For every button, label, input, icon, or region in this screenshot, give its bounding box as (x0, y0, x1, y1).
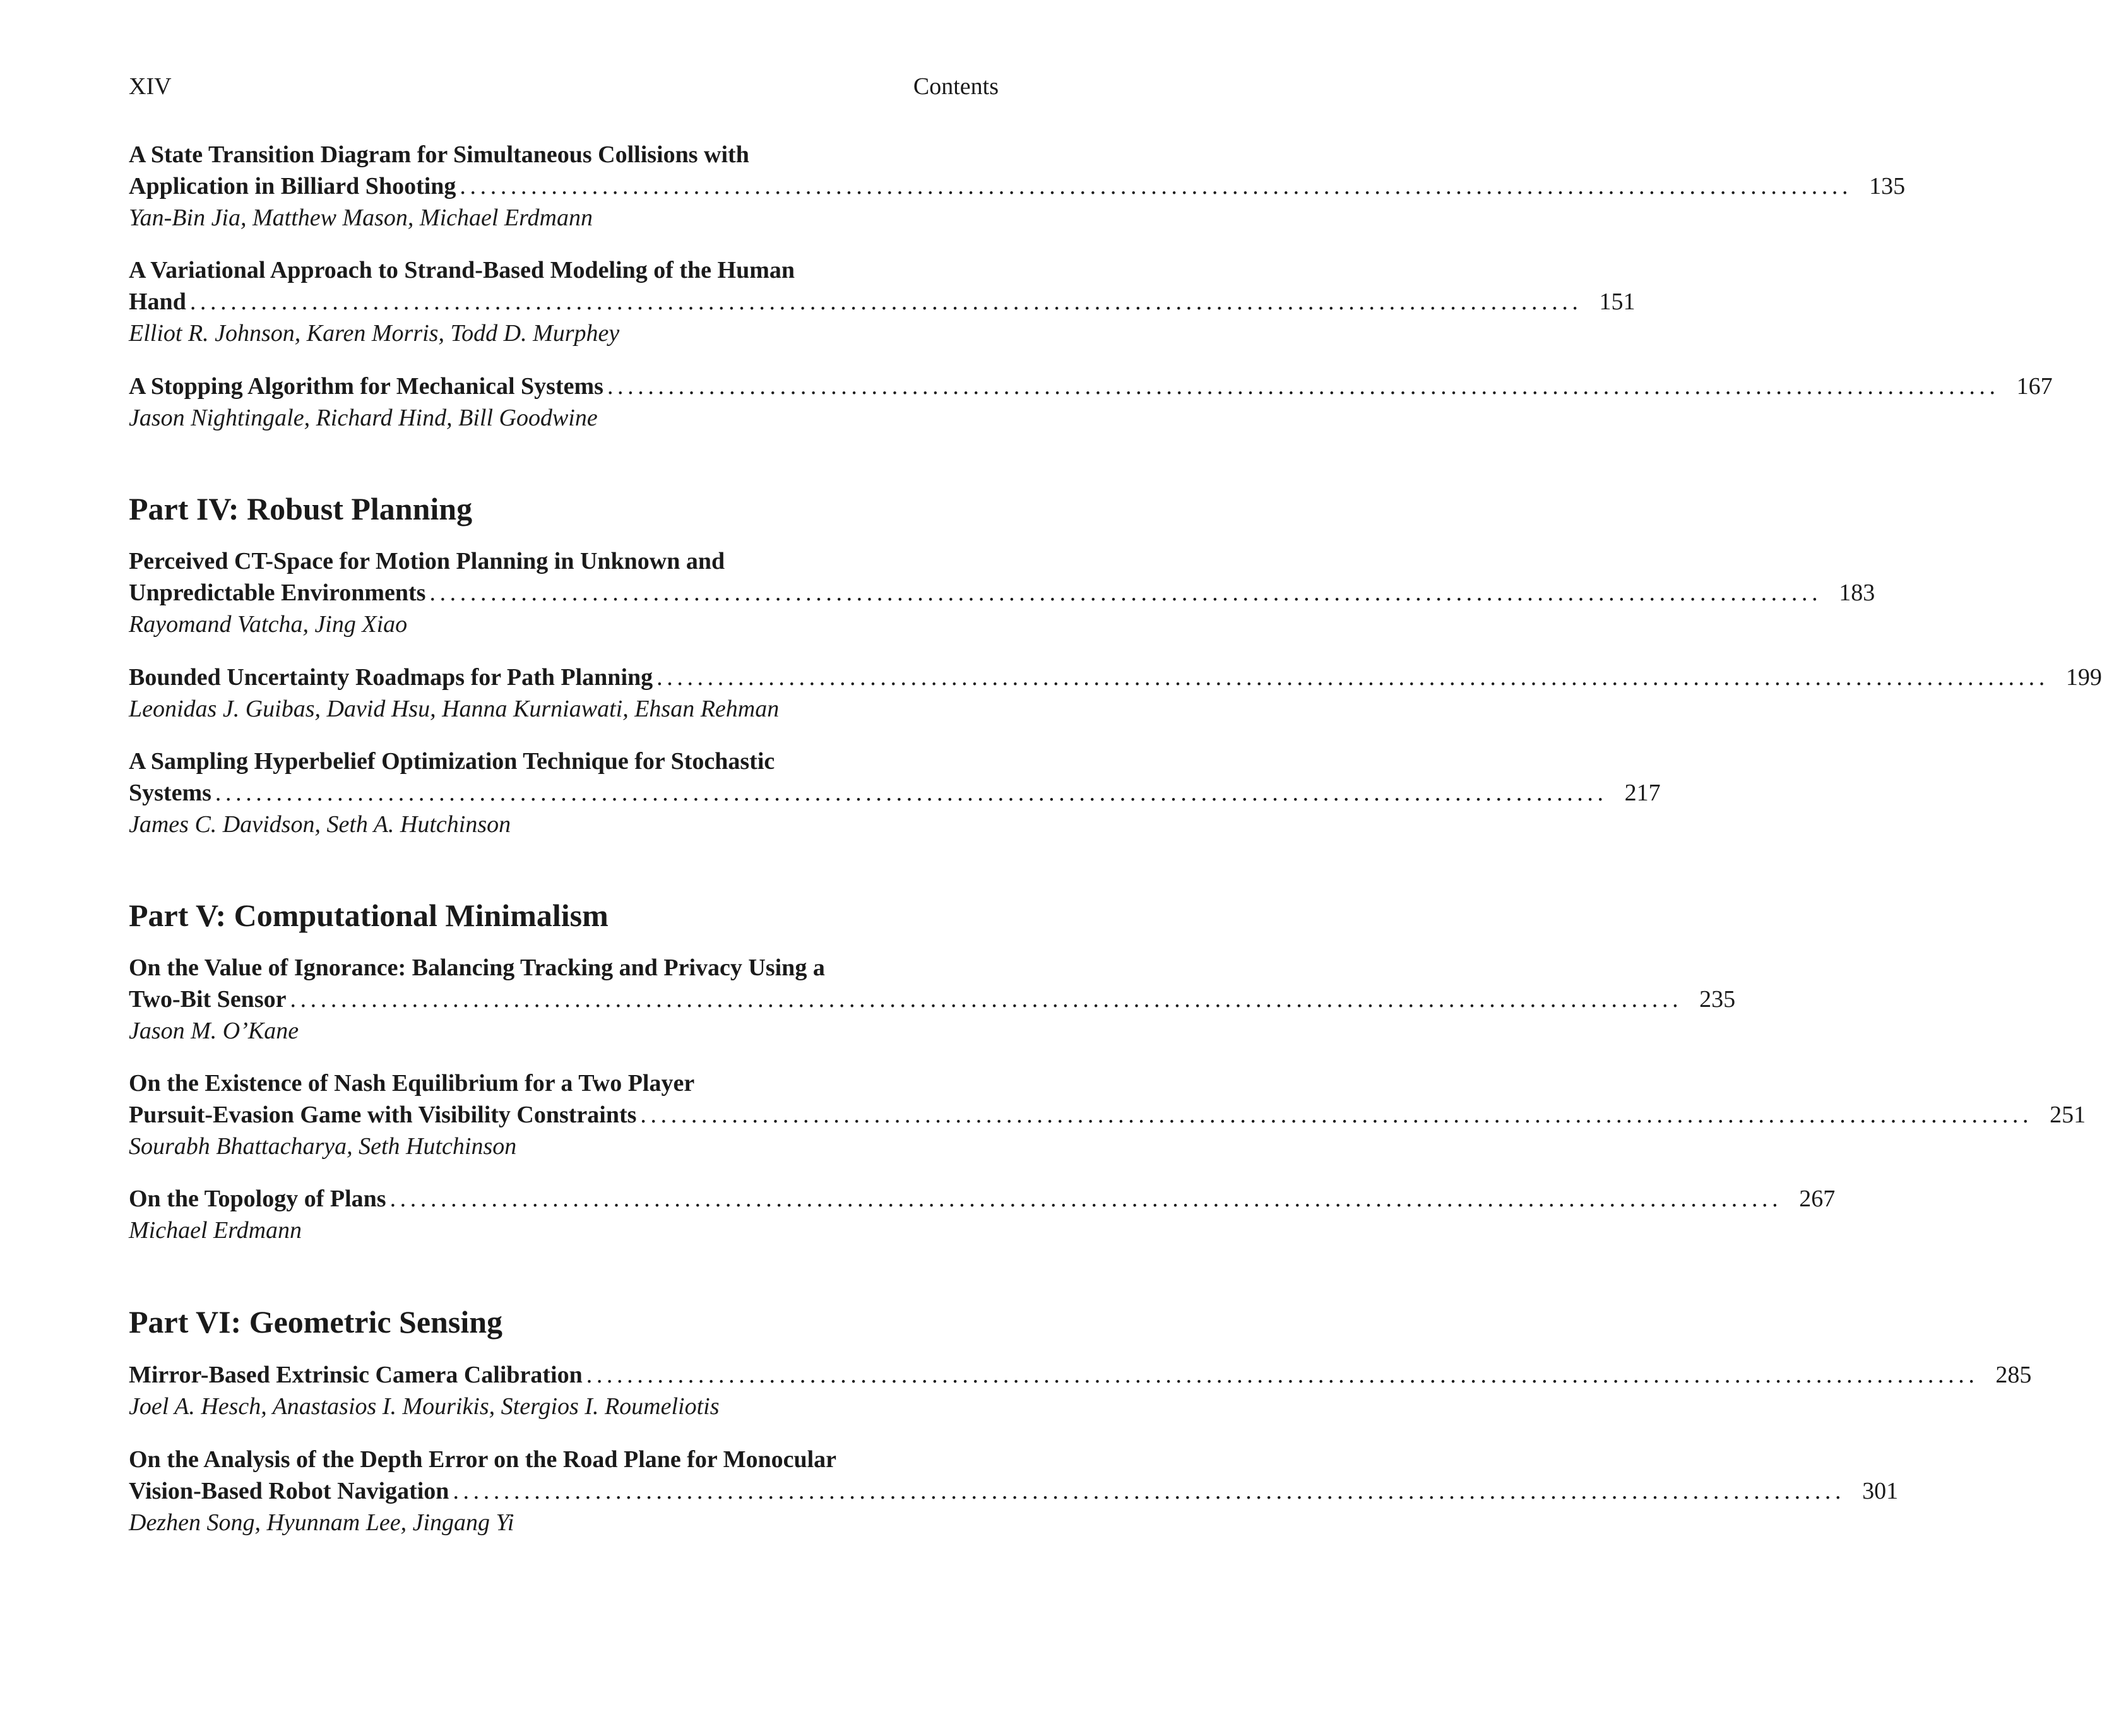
part-heading: Part IV: Robust Planning (129, 491, 473, 526)
entry-page-number: 301 (1862, 1478, 1899, 1504)
entry-page-number: 183 (1839, 580, 1875, 606)
dot-leader: ......................................................................................................................................... (389, 1186, 1783, 1212)
entry-page-number: 251 (2050, 1102, 2086, 1128)
entry-title-lastline (129, 371, 2053, 402)
toc-entry[interactable] (129, 746, 1661, 840)
dot-leader: ......................................................................................................................................... (429, 580, 1822, 606)
entry-title: Unpredictable Environments (129, 580, 426, 606)
entry-title: Two-Bit Sensor (129, 986, 287, 1013)
entry-title: A Stopping Algorithm for Mechanical Systems (129, 373, 603, 400)
entry-authors: Leonidas J. Guibas, David Hsu, Hanna Kurniawati, Ehsan Rehman (129, 696, 780, 722)
entry-title-lastline (129, 1099, 2086, 1131)
dot-leader: ......................................................................................................................................... (460, 173, 1853, 199)
entry-title-lastline (129, 1183, 1836, 1215)
dot-leader: ......................................................................................................................................... (290, 986, 1683, 1013)
dot-leader: ......................................................................................................................................... (586, 1362, 1979, 1388)
entry-title: Systems (129, 780, 211, 806)
entry-title: Hand (129, 288, 186, 315)
entry-authors: Sourabh Bhattacharya, Seth Hutchinson (129, 1133, 517, 1160)
dot-leader: ......................................................................................................................................... (640, 1102, 2033, 1128)
entry-title: Bounded Uncertainty Roadmaps for Path Planning (129, 664, 653, 691)
entry-authors: Joel A. Hesch, Anastasios I. Mourikis, Stergios I. Roumeliotis (129, 1393, 720, 1420)
toc-entry[interactable] (129, 1444, 1899, 1538)
toc-entry[interactable] (129, 1359, 2032, 1422)
entry-title-line: On the Value of Ignorance: Balancing Tracking and Privacy Using a (129, 954, 825, 981)
entry-title-line: A State Transition Diagram for Simultaneous Collisions with (129, 141, 749, 168)
section-name: Contents (913, 73, 999, 100)
entry-authors: Rayomand Vatcha, Jing Xiao (129, 611, 408, 638)
toc-entry[interactable] (129, 139, 1906, 234)
entry-page-number: 199 (2065, 664, 2102, 691)
entry-title: Application in Billiard Shooting (129, 173, 456, 199)
entry-title: Vision-Based Robot Navigation (129, 1478, 449, 1504)
toc-entry[interactable] (129, 371, 2053, 434)
dot-leader: ......................................................................................................................................... (189, 288, 1582, 315)
entry-title-lastline (129, 577, 1875, 609)
entry-page-number: 167 (2016, 373, 2053, 400)
entry-page-number: 135 (1869, 173, 1906, 199)
entry-page-number: 285 (1995, 1362, 2032, 1388)
entry-title: Pursuit-Evasion Game with Visibility Constraints (129, 1102, 637, 1128)
dot-leader: ......................................................................................................................................... (453, 1478, 1846, 1504)
entry-title: Mirror-Based Extrinsic Camera Calibration (129, 1362, 583, 1388)
entry-title-lastline (129, 662, 2102, 693)
toc-entry[interactable] (129, 952, 1736, 1047)
entry-title-lastline (129, 170, 1906, 202)
entry-authors: James C. Davidson, Seth A. Hutchinson (129, 811, 511, 838)
toc-entry[interactable] (129, 1067, 2086, 1162)
entry-authors: Elliot R. Johnson, Karen Morris, Todd D. Murphey (129, 320, 620, 347)
dot-leader: ......................................................................................................................................... (656, 664, 2049, 691)
entry-page-number: 151 (1599, 288, 1636, 315)
entry-title-lastline (129, 777, 1661, 809)
entry-title-lastline (129, 1359, 2032, 1391)
entry-page-number: 267 (1799, 1186, 1836, 1212)
toc-entry[interactable] (129, 545, 1875, 640)
entry-title-lastline (129, 984, 1736, 1015)
entry-title-lastline (129, 286, 1636, 318)
entry-title-lastline (129, 1475, 1899, 1507)
entry-authors: Yan-Bin Jia, Matthew Mason, Michael Erdmann (129, 205, 593, 231)
entry-authors: Jason Nightingale, Richard Hind, Bill Goodwine (129, 405, 598, 431)
entry-authors: Michael Erdmann (129, 1217, 302, 1244)
dot-leader: ......................................................................................................................................... (215, 780, 1608, 806)
entry-authors: Jason M. O’Kane (129, 1018, 299, 1044)
entry-title-line: On the Analysis of the Depth Error on the Road Plane for Monocular (129, 1446, 837, 1473)
entry-page-number: 217 (1624, 780, 1661, 806)
part-heading: Part VI: Geometric Sensing (129, 1304, 503, 1340)
toc-entry[interactable] (129, 254, 1636, 349)
entry-title-line: Perceived CT-Space for Motion Planning in Unknown and (129, 548, 725, 574)
toc-entry[interactable] (129, 1183, 1836, 1246)
entry-page-number: 235 (1699, 986, 1736, 1013)
entry-title: On the Topology of Plans (129, 1186, 386, 1212)
entry-authors: Dezhen Song, Hyunnam Lee, Jingang Yi (129, 1509, 514, 1536)
dot-leader: ......................................................................................................................................... (607, 373, 2000, 400)
entry-title-line: On the Existence of Nash Equilibrium for a Two Player (129, 1070, 695, 1097)
entry-title-line: A Sampling Hyperbelief Optimization Technique for Stochastic (129, 748, 775, 775)
toc-entry[interactable] (129, 662, 2102, 725)
part-heading: Part V: Computational Minimalism (129, 898, 609, 933)
page-number: XIV (129, 73, 172, 100)
entry-title-line: A Variational Approach to Strand-Based Modeling of the Human (129, 257, 795, 283)
